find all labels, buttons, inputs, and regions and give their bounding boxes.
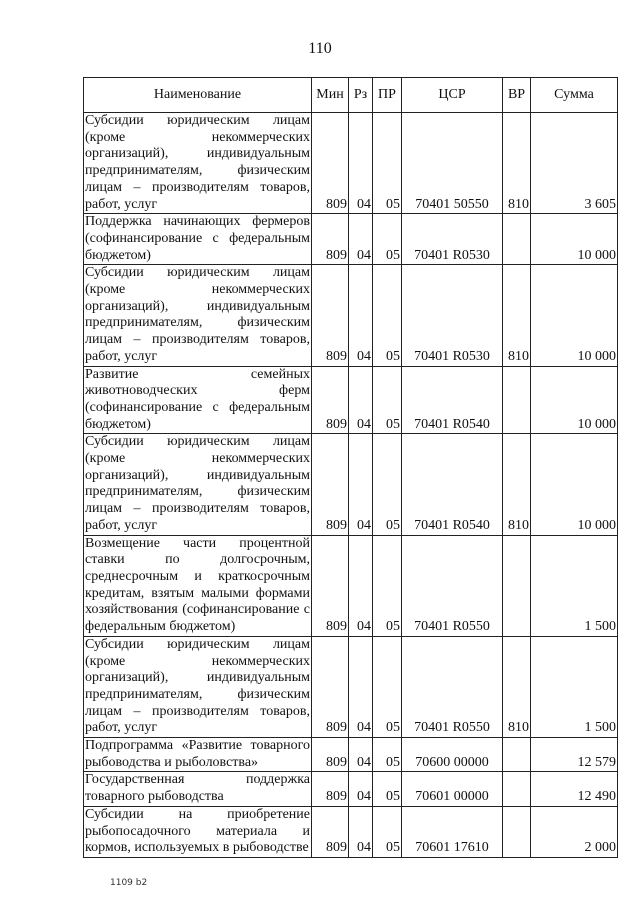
- row-min: 809: [312, 772, 349, 806]
- table-row: [84, 265, 618, 366]
- row-csr: 70401 R0550: [402, 636, 503, 737]
- row-rz: 04: [349, 772, 373, 806]
- row-pr: 05: [373, 738, 402, 772]
- row-pr: 05: [373, 806, 402, 857]
- table-row: [84, 636, 618, 737]
- row-vr: 810: [503, 113, 531, 214]
- row-rz: 04: [349, 434, 373, 535]
- header-vr: ВР: [503, 78, 531, 113]
- row-pr: 05: [373, 535, 402, 636]
- table-row: [84, 366, 618, 434]
- row-name: Государственная поддержка товарного рыбоводства: [84, 772, 312, 806]
- row-sum: 1 500: [531, 636, 618, 737]
- row-sum: 3 605: [531, 113, 618, 214]
- row-csr: 70601 17610: [402, 806, 503, 857]
- footer-stamp: 1109 b2: [110, 878, 148, 888]
- header-rz: Рз: [349, 78, 373, 113]
- row-min: 809: [312, 738, 349, 772]
- row-csr: 70401 R0540: [402, 434, 503, 535]
- row-min: 809: [312, 535, 349, 636]
- row-csr: 70601 00000: [402, 772, 503, 806]
- row-name: Субсидии юридическим лицам (кроме некоммерческих организаций), индивидуальным предпринимателям, физическим лицам – производителям товаров, работ, услуг: [84, 265, 312, 366]
- row-name: Субсидии юридическим лицам (кроме некоммерческих организаций), индивидуальным предпринимателям, физическим лицам – производителям товаров, работ, услуг: [84, 113, 312, 214]
- header-sum: Сумма: [531, 78, 618, 113]
- header-csr: ЦСР: [402, 78, 503, 113]
- row-vr: [503, 738, 531, 772]
- header-row: [84, 78, 618, 113]
- budget-table: [83, 77, 618, 858]
- row-csr: 70401 R0550: [402, 535, 503, 636]
- row-sum: 10 000: [531, 265, 618, 366]
- row-min: 809: [312, 214, 349, 265]
- row-pr: 05: [373, 113, 402, 214]
- row-vr: [503, 806, 531, 857]
- row-name: Возмещение части процентной ставки по долгосрочным, среднесрочным и краткосрочным кредитам, взятым малыми формами хозяйствования (софинансирование с федеральным бюджетом): [84, 535, 312, 636]
- row-name: Субсидии на приобретение рыбопосадочного материала и кормов, используемых в рыбоводстве: [84, 806, 312, 857]
- row-sum: 10 000: [531, 214, 618, 265]
- row-sum: 10 000: [531, 434, 618, 535]
- row-name: Подпрограмма «Развитие товарного рыбоводства и рыболовства»: [84, 738, 312, 772]
- row-vr: 810: [503, 636, 531, 737]
- row-min: 809: [312, 366, 349, 434]
- row-sum: 10 000: [531, 366, 618, 434]
- row-rz: 04: [349, 113, 373, 214]
- row-vr: [503, 772, 531, 806]
- row-name: Поддержка начинающих фермеров (софинансирование с федеральным бюджетом): [84, 214, 312, 265]
- row-rz: 04: [349, 265, 373, 366]
- header-min: Мин: [312, 78, 349, 113]
- table-row: [84, 738, 618, 772]
- table-row: [84, 772, 618, 806]
- row-sum: 1 500: [531, 535, 618, 636]
- row-sum: 12 579: [531, 738, 618, 772]
- header-name: Наименование: [84, 78, 312, 113]
- row-min: 809: [312, 806, 349, 857]
- row-name: Развитие семейных животноводческих ферм (софинансирование с федеральным бюджетом): [84, 366, 312, 434]
- table-row: [84, 214, 618, 265]
- row-rz: 04: [349, 636, 373, 737]
- table-row: [84, 806, 618, 857]
- row-pr: 05: [373, 636, 402, 737]
- row-sum: 12 490: [531, 772, 618, 806]
- header-pr: ПР: [373, 78, 402, 113]
- table-row: [84, 535, 618, 636]
- row-sum: 2 000: [531, 806, 618, 857]
- row-name: Субсидии юридическим лицам (кроме некоммерческих организаций), индивидуальным предпринимателям, физическим лицам – производителям товаров, работ, услуг: [84, 434, 312, 535]
- row-vr: 810: [503, 434, 531, 535]
- row-pr: 05: [373, 265, 402, 366]
- row-vr: [503, 214, 531, 265]
- row-min: 809: [312, 636, 349, 737]
- row-name: Субсидии юридическим лицам (кроме некоммерческих организаций), индивидуальным предпринимателям, физическим лицам – производителям товаров, работ, услуг: [84, 636, 312, 737]
- table-row: [84, 434, 618, 535]
- row-pr: 05: [373, 434, 402, 535]
- row-rz: 04: [349, 738, 373, 772]
- row-pr: 05: [373, 772, 402, 806]
- row-csr: 70401 R0540: [402, 366, 503, 434]
- row-rz: 04: [349, 214, 373, 265]
- page-number: 110: [308, 40, 332, 57]
- row-rz: 04: [349, 535, 373, 636]
- row-min: 809: [312, 113, 349, 214]
- row-min: 809: [312, 434, 349, 535]
- row-csr: 70401 R0530: [402, 214, 503, 265]
- row-csr: 70401 50550: [402, 113, 503, 214]
- row-min: 809: [312, 265, 349, 366]
- row-pr: 05: [373, 214, 402, 265]
- row-csr: 70600 00000: [402, 738, 503, 772]
- row-rz: 04: [349, 366, 373, 434]
- row-rz: 04: [349, 806, 373, 857]
- row-vr: 810: [503, 265, 531, 366]
- row-vr: [503, 535, 531, 636]
- table-row: [84, 113, 618, 214]
- row-pr: 05: [373, 366, 402, 434]
- row-csr: 70401 R0530: [402, 265, 503, 366]
- row-vr: [503, 366, 531, 434]
